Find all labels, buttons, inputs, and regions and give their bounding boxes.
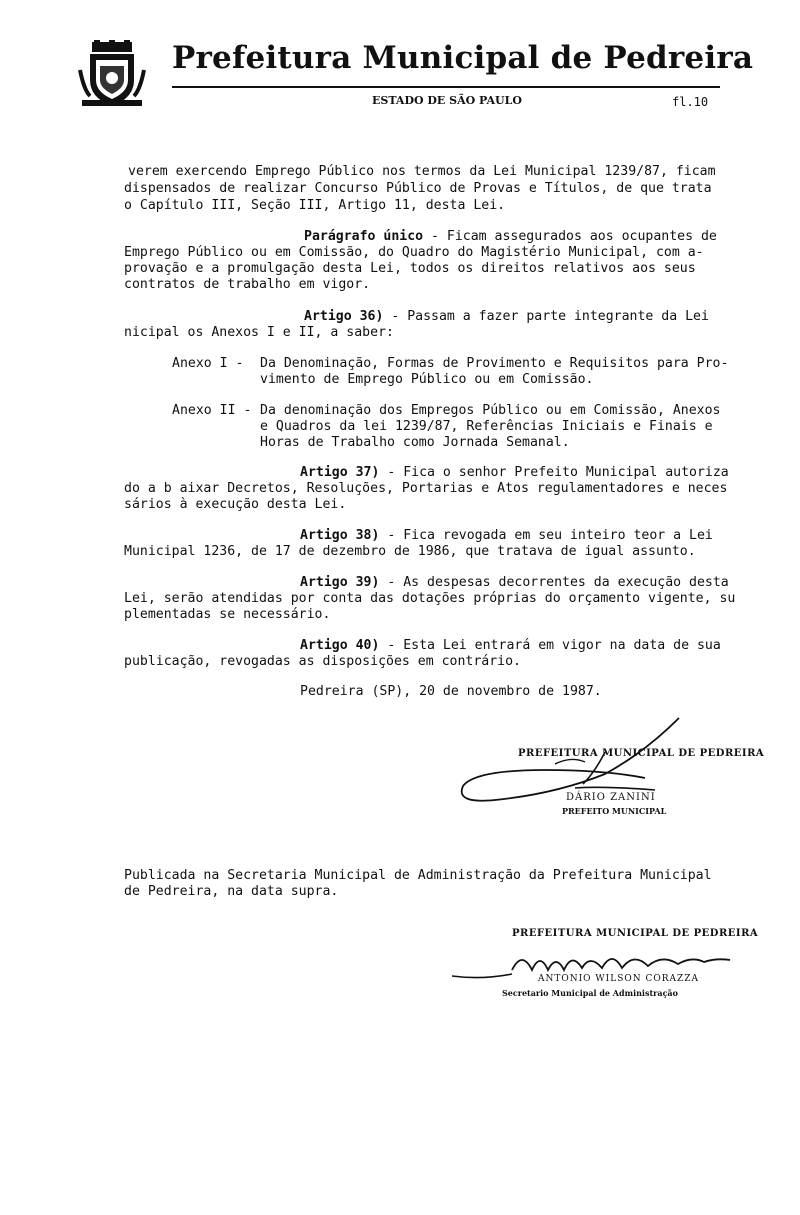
body-line: Municipal 1236, de 17 de dezembro de 1986, que tratava de igual assunto. <box>124 544 696 559</box>
body-line: sários à execução desta Lei. <box>124 497 347 512</box>
body-line: Da denominação dos Empregos Público ou em Comissão, Anexos <box>260 403 721 418</box>
article-39-label: Artigo 39) <box>300 575 380 590</box>
secretary-name: ANTONIO WILSON CORAZZA <box>538 974 700 984</box>
body-line: nicipal os Anexos I e II, a saber: <box>124 325 394 340</box>
article-36-label: Artigo 36) <box>304 309 384 324</box>
mayor-name: DÁRIO ZANINI <box>566 792 656 803</box>
body-line: vimento de Emprego Público ou em Comissão. <box>260 372 594 387</box>
paragraph-unico-line: Parágrafo único - Ficam assegurados aos ocupantes de <box>304 229 717 244</box>
article-37-label: Artigo 37) <box>300 465 380 480</box>
body-line: publicação, revogadas as disposições em contrário. <box>124 654 521 669</box>
article-38-line: Artigo 38) - Fica revogada em seu inteiro teor a Lei <box>300 528 713 543</box>
body-line: verem exercendo Emprego Público nos termos da Lei Municipal 1239/87, ficam <box>128 164 716 179</box>
state-label: ESTADO DE SÃO PAULO <box>372 94 522 107</box>
body-line: Horas de Trabalho como Jornada Semanal. <box>260 435 570 450</box>
article-40-label: Artigo 40) <box>300 638 380 653</box>
body-line: plementadas se necessário. <box>124 607 331 622</box>
mayor-stamp-header: PREFEITURA MUNICIPAL DE PEDREIRA <box>518 748 765 759</box>
paragraph-unico-label: Parágrafo único <box>304 229 424 244</box>
article-36-line: Artigo 36) - Passam a fazer parte integrante da Lei <box>304 309 709 324</box>
publication-line: de Pedreira, na data supra. <box>124 884 339 899</box>
mayor-role: PREFEITO MUNICIPAL <box>562 806 667 816</box>
secretary-stamp-header: PREFEITURA MUNICIPAL DE PEDREIRA <box>512 928 759 939</box>
page-title: Prefeitura Municipal de Pedreira <box>172 40 754 76</box>
body-line: Lei, serão atendidas por conta das dotações próprias do orçamento vigente, su <box>124 591 736 606</box>
article-38-label: Artigo 38) <box>300 528 380 543</box>
publication-line: Publicada na Secretaria Municipal de Administração da Prefeitura Municipal <box>124 868 712 883</box>
municipal-crest-icon <box>78 40 146 108</box>
document-date: Pedreira (SP), 20 de novembro de 1987. <box>300 684 602 699</box>
folio-number: fl.10 <box>672 95 709 109</box>
body-line: contratos de trabalho em vigor. <box>124 277 371 292</box>
secretary-role: Secretario Municipal de Administração <box>502 988 678 998</box>
body-line: dispensados de realizar Concurso Público de Provas e Títulos, de que trata <box>124 181 712 196</box>
anexo-1-label: Anexo I - <box>172 356 244 371</box>
body-line: do a b aixar Decretos, Resoluções, Portarias e Atos regulamentadores e neces <box>124 481 728 496</box>
article-40-line: Artigo 40) - Esta Lei entrará em vigor na data de sua <box>300 638 721 653</box>
body-line: o Capítulo III, Seção III, Artigo 11, desta Lei. <box>124 198 506 213</box>
anexo-2-label: Anexo II - <box>172 403 252 418</box>
body-line: provação e a promulgação desta Lei, todos os direitos relativos aos seus <box>124 261 696 276</box>
article-37-line: Artigo 37) - Fica o senhor Prefeito Municipal autoriza <box>300 465 729 480</box>
article-39-line: Artigo 39) - As despesas decorrentes da execução desta <box>300 575 729 590</box>
body-line: Emprego Público ou em Comissão, do Quadro do Magistério Municipal, com a- <box>124 245 704 260</box>
body-line: e Quadros da lei 1239/87, Referências Iniciais e Finais e <box>260 419 713 434</box>
body-line: Da Denominação, Formas de Provimento e Requisitos para Pro- <box>260 356 729 371</box>
header-rule <box>172 86 720 88</box>
